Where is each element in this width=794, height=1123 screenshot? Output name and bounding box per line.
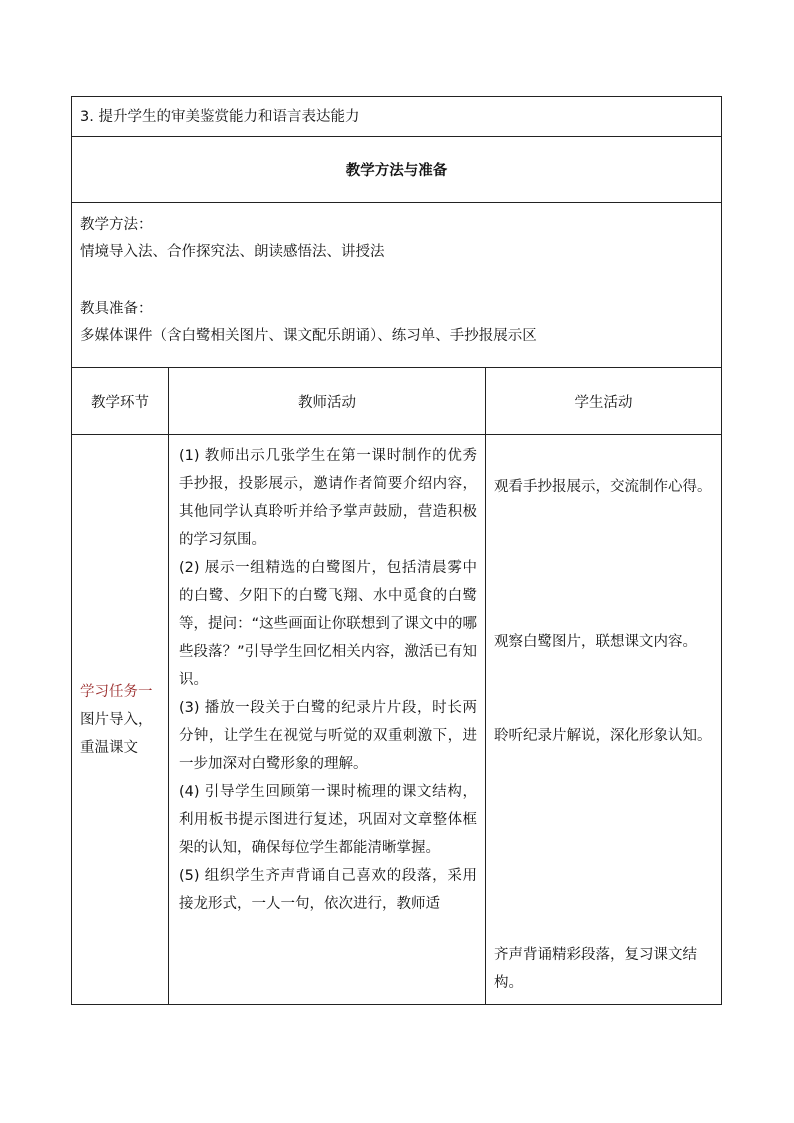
- stage-cell: [72, 435, 169, 1005]
- methods-label: 教学方法：: [80, 217, 153, 233]
- teacher-activity: (5) 组织学生齐声背诵自己喜欢的段落，采用接龙形式，一人一句，依次进行，教师适: [179, 868, 477, 912]
- header-stage: 教学环节: [72, 368, 169, 435]
- stage-name-line1: 图片导入，: [80, 711, 153, 728]
- goal-text: 3. 提升学生的审美鉴赏能力和语言表达能力: [80, 109, 360, 125]
- teacher-activity: (2) 展示一组精选的白鹭图片，包括清晨雾中的白鹭、夕阳下的白鹭飞翔、水中觅食的白鹭等，提问：“这些画面让你联想到了课文中的哪些段落？”引导学生回忆相关内容，激活已有知识。: [179, 560, 477, 688]
- header-teacher: 教师活动: [169, 368, 486, 435]
- student-activities-cell: [486, 435, 722, 1005]
- methods-value: 情境导入法、合作探究法、朗读感悟法、讲授法: [80, 244, 385, 260]
- teacher-activity: (4) 引导学生回顾第一课时梳理的课文结构，利用板书提示图进行复述，巩固对文章整体框架的认知，确保每位学生都能清晰掌握。: [179, 784, 477, 856]
- lesson-plan-table: [71, 96, 722, 1005]
- teacher-activity: (1) 教师出示几张学生在第一课时制作的优秀手抄报，投影展示，邀请作者简要介绍内容，其他同学认真聆听并给予掌声鼓励，营造积极的学习氛围。: [179, 448, 477, 548]
- tools-label: 教具准备：: [80, 301, 153, 317]
- student-activity: 观看手抄报展示，交流制作心得。: [494, 479, 712, 495]
- stage-name-line2: 重温课文: [80, 739, 138, 756]
- section-title: 教学方法与准备: [72, 137, 722, 203]
- teacher-activities-cell: [169, 435, 486, 1005]
- student-activity: 齐声背诵精彩段落，复习课文结构。: [494, 947, 697, 991]
- header-student: 学生活动: [486, 368, 722, 435]
- task-label: 学习任务一: [80, 683, 153, 700]
- tools-value: 多媒体课件（含白鹭相关图片、课文配乐朗诵）、练习单、手抄报展示区: [80, 328, 537, 344]
- teaching-goal-row: [72, 97, 722, 137]
- student-activity: 观察白鹭图片，联想课文内容。: [494, 634, 697, 650]
- methods-cell: [72, 203, 722, 368]
- student-activity: 聆听纪录片解说，深化形象认知。: [494, 728, 712, 744]
- teacher-activity: (3) 播放一段关于白鹭的纪录片片段，时长两分钟，让学生在视觉与听觉的双重刺激下，进一步加深对白鹭形象的理解。: [179, 700, 477, 772]
